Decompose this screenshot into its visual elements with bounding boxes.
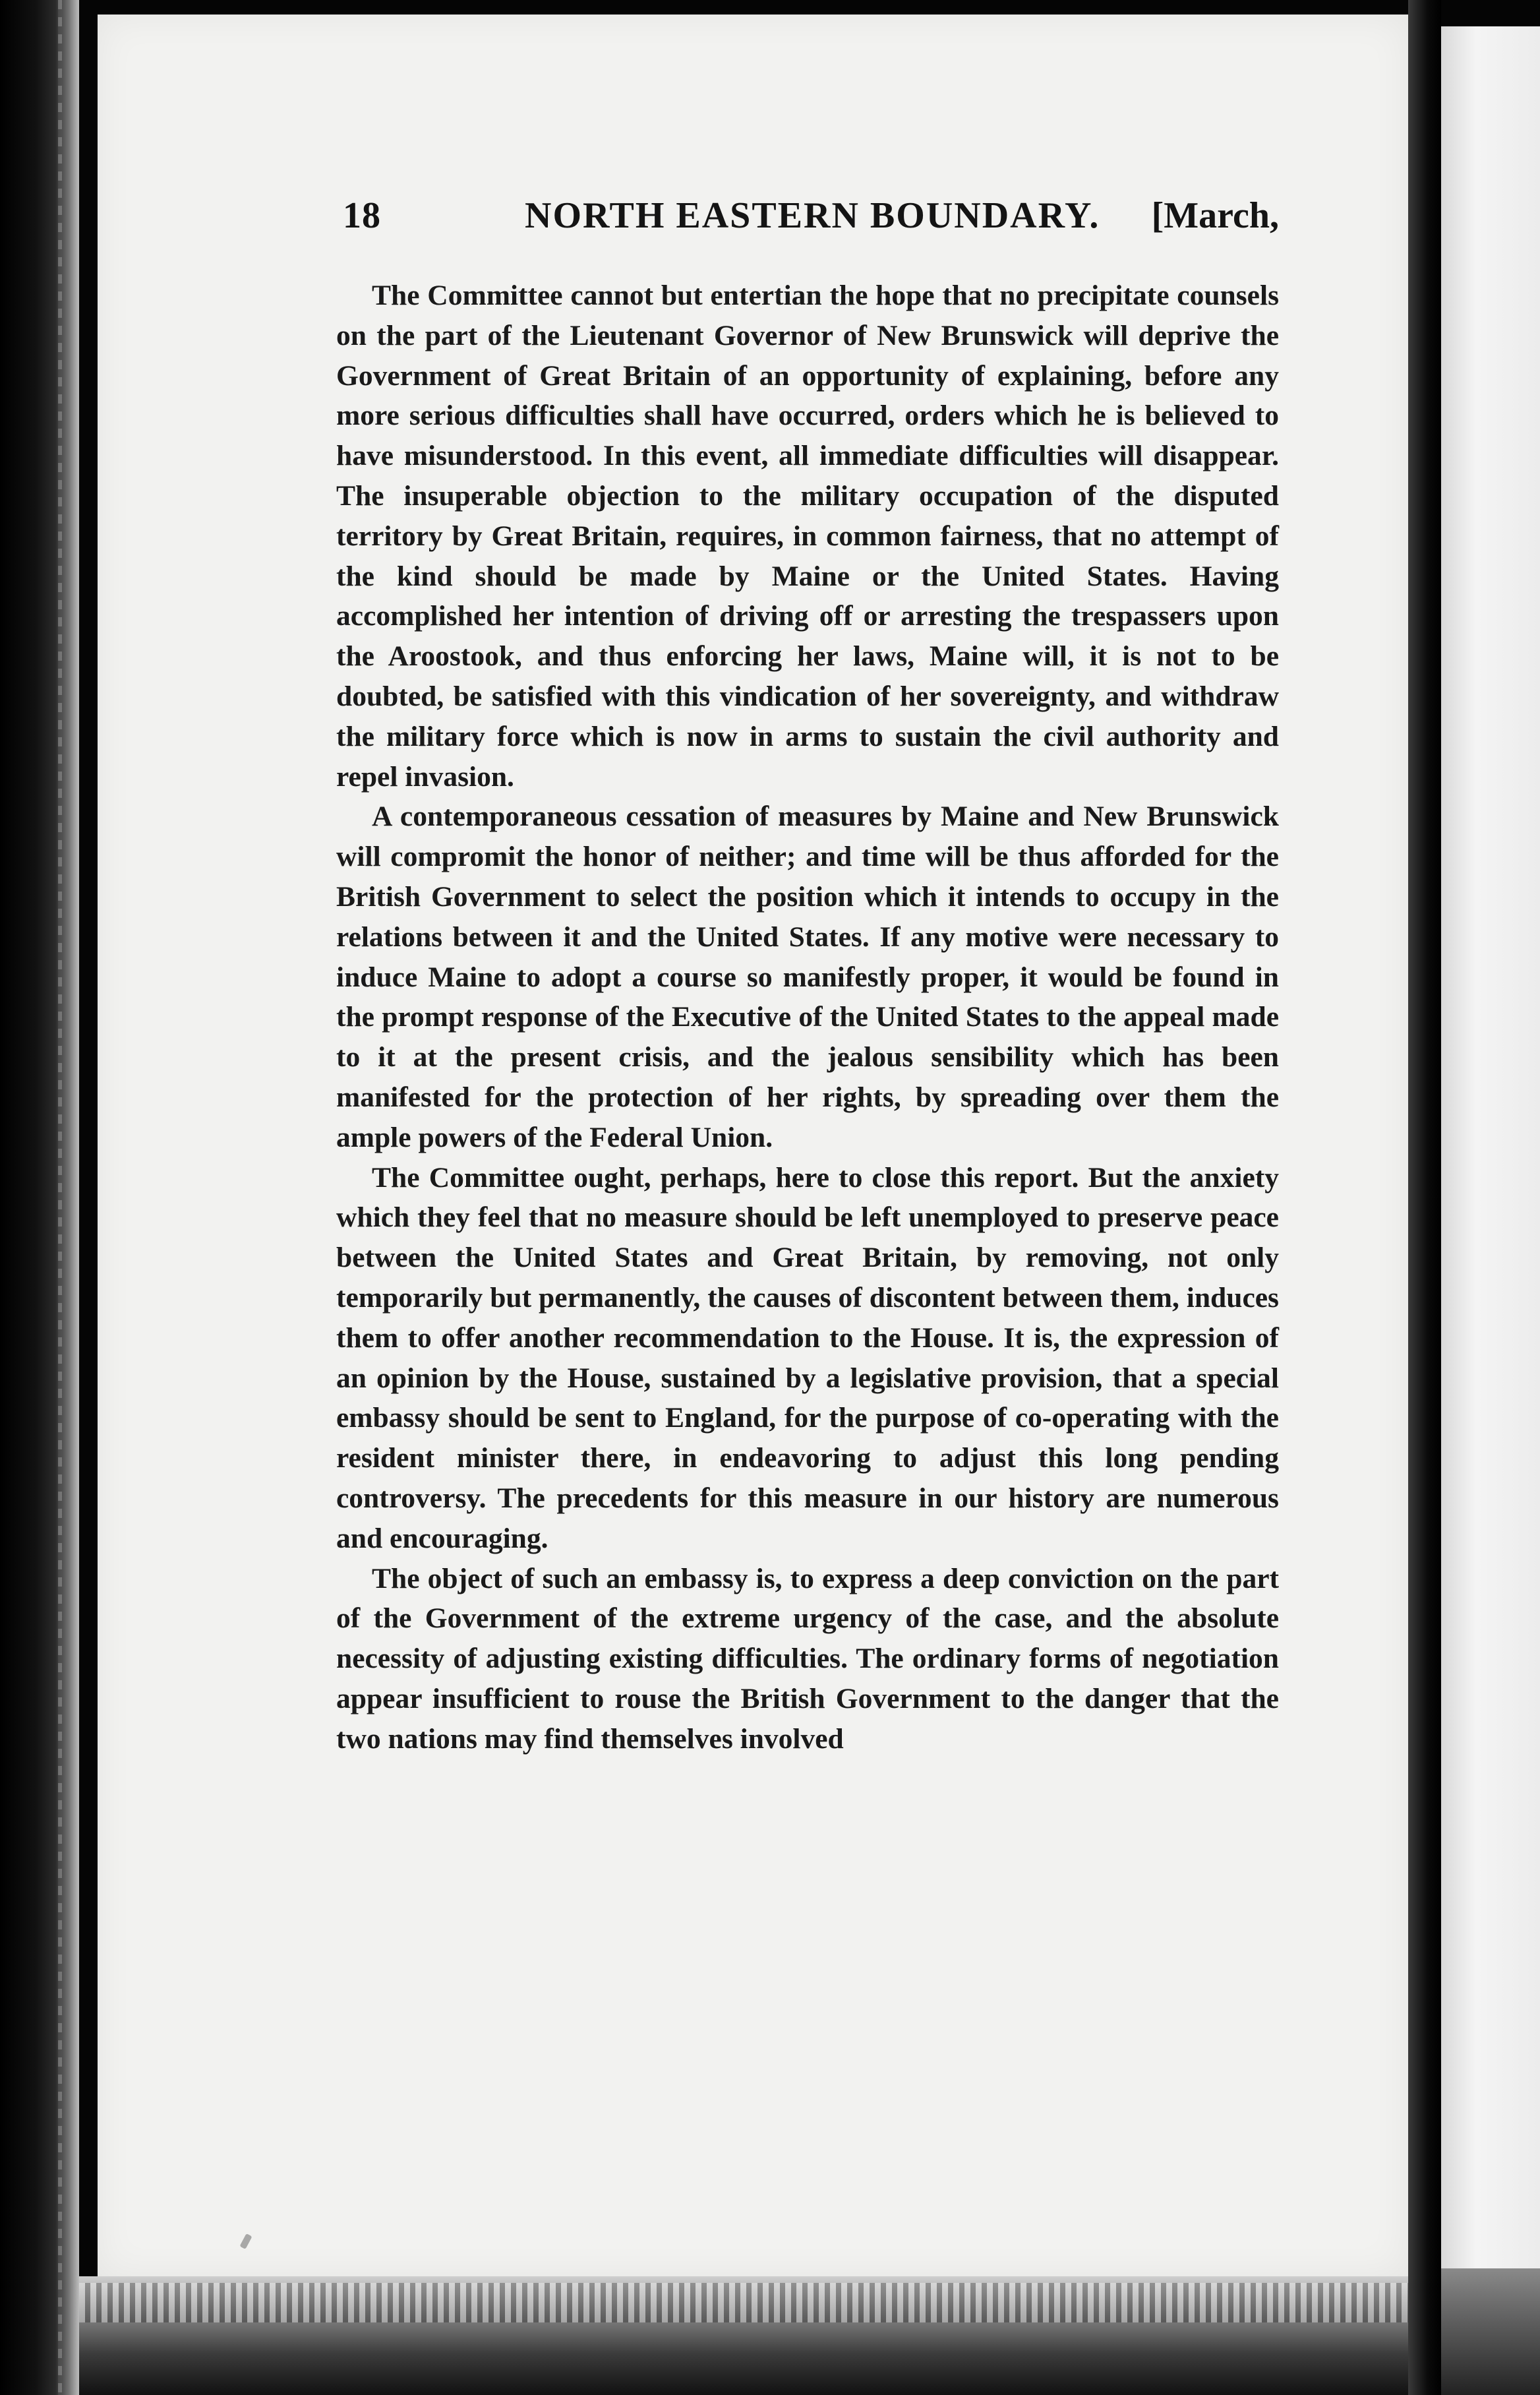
running-header [343,195,1279,254]
adjacent-page-bottom [1441,2268,1540,2395]
running-title: NORTH EASTERN BOUNDARY. [525,195,1100,236]
paragraph-2: A contemporaneous cessation of measures by Maine and New Brunswick will compromit the honor of neither; and time will be thus afforded for the British Government to select the position which it intends to occupy in the relations between it and the United States. If any motive were necessary to induce Maine to adopt a course so manifestly proper, it would be found in the prompt response of the Executive of the United States to the appeal made to it at the present crisis, and the jealous sensibility which has been manifested for the protection of her rights, by spreading over them the ample powers of the Federal Union. [336,801,1279,1153]
adjacent-page [1441,26,1540,2268]
running-date: [March, [1151,195,1279,236]
book-binding [0,0,79,2395]
page-number: 18 [343,195,381,236]
paragraph-1: The Committee cannot but entertian the hope that no precipitate counsels on the part of the Lieutenant Governor of New Brunswick will deprive the Government of Great Britain of an opportunity of explaining, before any more serious difficulties shall have occurred, orders which he is believed to have misunderstood. In this event, all immediate difficulties will disappear. The insuperable objection to the military occupation of the disputed territory by Great Britain, requires, in common fairness, that no attempt of the kind should be made by Maine or the United States. Having accomplished her intention of driving off or arresting the trespassers upon the Aroostook, and thus enforcing her laws, Maine will, it is not to be doubted, be satisfied with this vindication of her sovereignty, and withdraw the military force which is now in arms to sustain the civil authority and repel invasion. [336,280,1279,793]
body-text [336,276,1279,1759]
book-gutter [1408,0,1441,2395]
paragraph-4: The object of such an embassy is, to express a deep conviction on the part of the Government of the extreme urgency of the case, and the absolute necessity of adjusting existing difficulties. The ordinary forms of negotiation appear insufficient to rouse the British Government to the danger that the two nations may find themselves involved [336,1562,1279,1755]
paragraph-3: The Committee ought, perhaps, here to close this report. But the anxiety which they feel that no measure should be left unemployed to preserve peace between the United States and Great Britain, by removing, not only temporarily but permanently, the causes of discontent between them, induces them to offer another recommendation to the House. It is, the expression of an opinion by the House, sustained by a legislative provision, that a special embassy should be sent to England, for the purpose of co-operating with the resident minister there, in endeavoring to adjust this long pending controversy. The precedents for this measure in our history are numerous and encouraging. [336,1161,1279,1554]
page-bottom-edge [79,2276,1431,2395]
